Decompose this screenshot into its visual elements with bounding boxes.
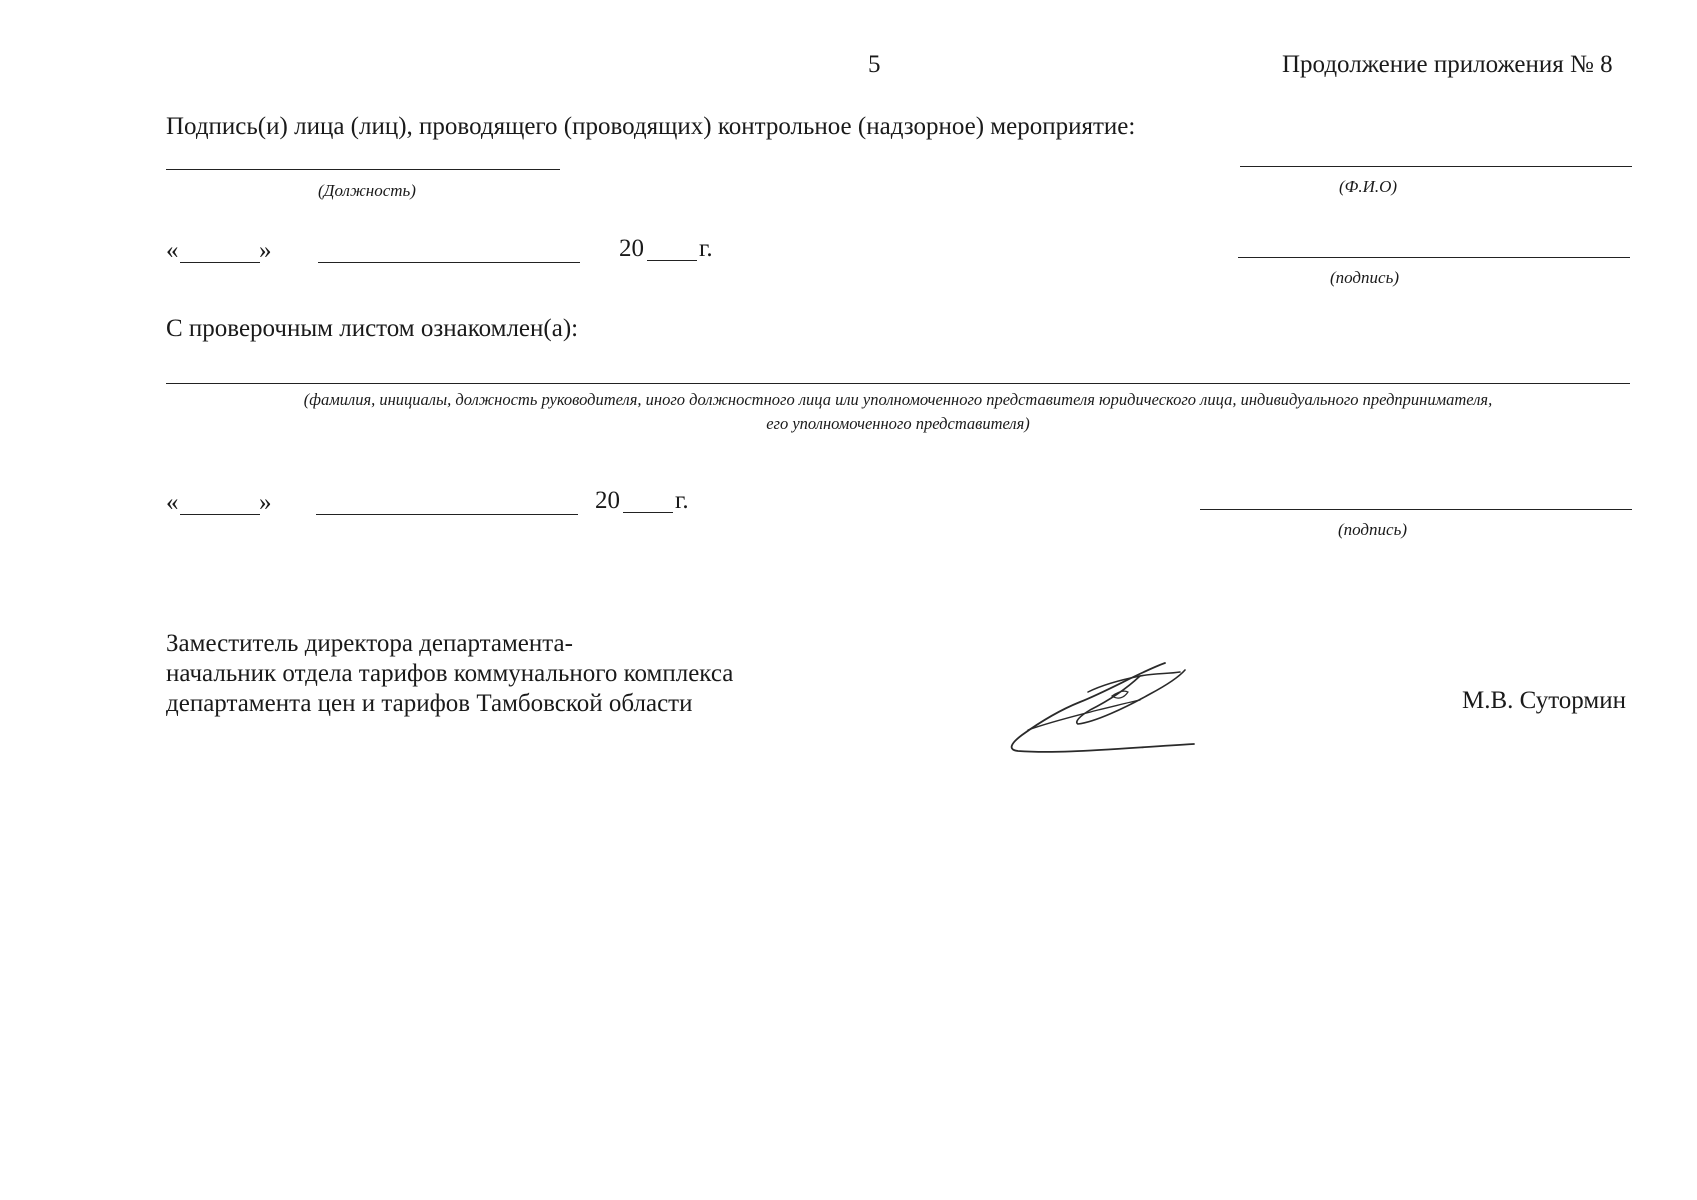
acknowledgement-caption-line2: его уполномоченного представителя) (766, 414, 1030, 433)
ack-signature-line (1200, 509, 1632, 510)
date-day-line (180, 262, 260, 263)
ack-date-open-quote: « (166, 489, 179, 516)
inspector-signature-heading: Подпись(и) лица (лиц), проводящего (проводящих) контрольное (надзорное) мероприятие: (166, 113, 1136, 140)
ack-date-close-quote: » (259, 489, 272, 516)
signatory-name: М.В. Сутормин (1462, 687, 1627, 714)
inspector-signature-caption: (подпись) (1330, 268, 1399, 287)
ack-date-year-prefix: 20 (595, 487, 620, 514)
ack-date-year-suffix: г. (675, 487, 689, 514)
handwritten-signature (1000, 650, 1200, 760)
acknowledgement-line (166, 383, 1630, 384)
signatory-title-line2: начальник отдела тарифов коммунального комплекса (166, 660, 734, 687)
position-line (166, 169, 560, 170)
date-month-line (318, 262, 580, 263)
date-year-suffix: г. (699, 235, 713, 262)
date-open-quote: « (166, 237, 179, 264)
ack-signature-caption: (подпись) (1338, 520, 1407, 539)
acknowledgement-caption-line1: (фамилия, инициалы, должность руководителя, иного должностного лица или уполномоченного представителя юридического лица, индивидуального предпринимателя, (303, 390, 1493, 409)
fio-line (1240, 166, 1632, 167)
position-caption: (Должность) (318, 181, 416, 200)
ack-date-month-line (316, 514, 578, 515)
ack-date-year-line (623, 512, 673, 513)
acknowledgement-heading: С проверочным листом ознакомлен(а): (166, 315, 579, 342)
fio-caption: (Ф.И.О) (1339, 177, 1398, 196)
signatory-title-line1: Заместитель директора департамента- (166, 630, 573, 657)
date-close-quote: » (259, 237, 272, 264)
continuation-label: Продолжение приложения № 8 (1282, 51, 1613, 78)
signatory-title-line3: департамента цен и тарифов Тамбовской области (166, 690, 693, 717)
date-year-prefix: 20 (619, 235, 644, 262)
page-number: 5 (868, 51, 881, 78)
date-year-line (647, 260, 697, 261)
inspector-signature-line (1238, 257, 1630, 258)
ack-date-day-line (180, 514, 260, 515)
